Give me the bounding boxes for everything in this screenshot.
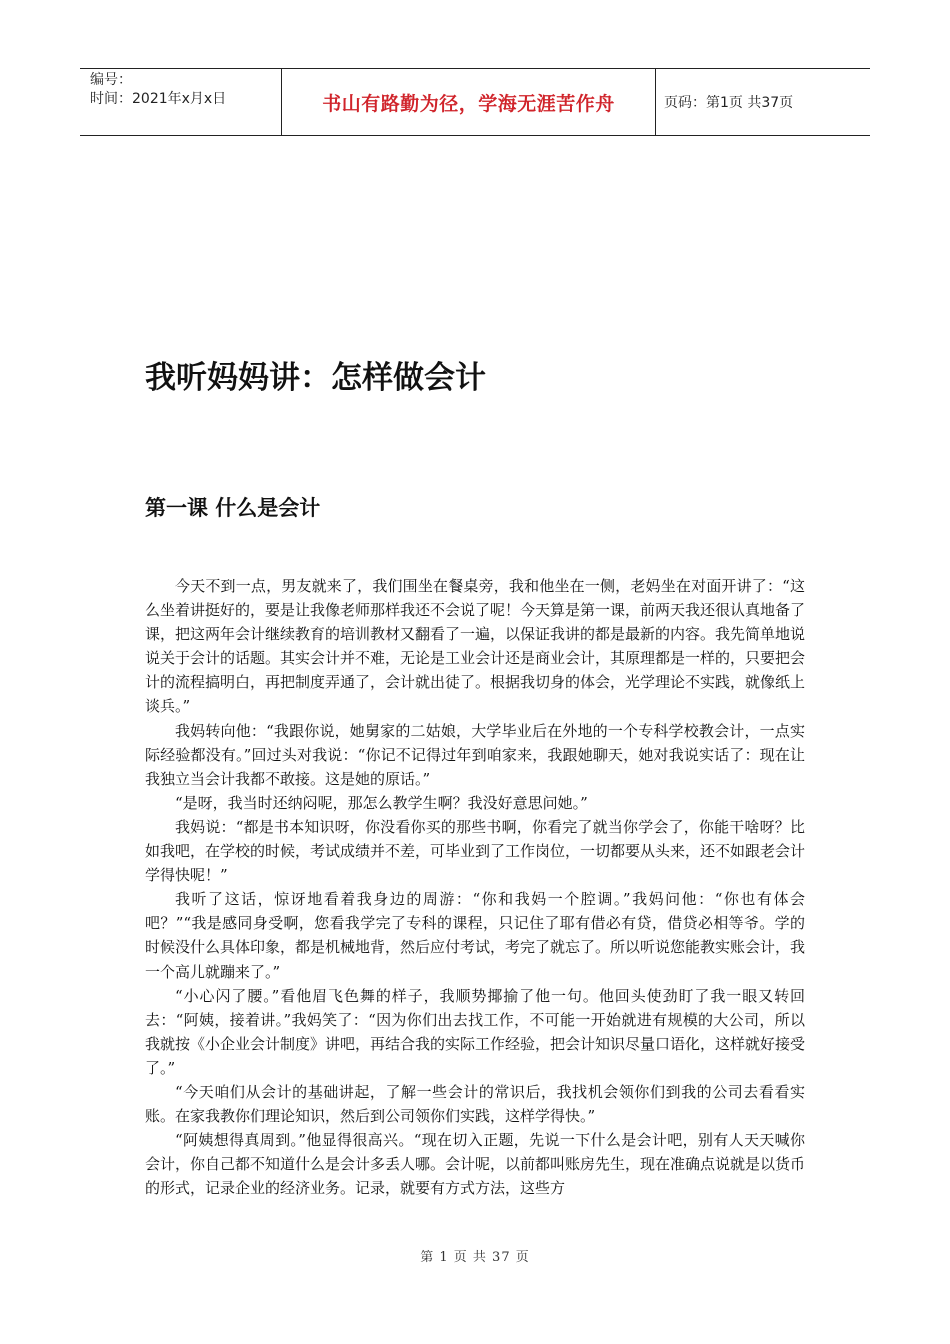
paragraph: 我听了这话，惊讶地看着我身边的周游：“你和我妈一个腔调。”我妈问他：“你也有体会吧？”“我是感同身受啊，您看我学完了专科的课程，只记住了耶有借必有贷，借贷必相等爷。学的时候没什么具体印象，都是机械地背，然后应付考试，考完了就忘了。所以听说您能教实账会计，我一个高儿就蹦来了。”: [145, 890, 806, 981]
page-footer: 第 1 页 共 37 页: [420, 1250, 530, 1265]
header-number-label: 编号：: [90, 72, 132, 88]
paragraph: “阿姨想得真周到。”他显得很高兴。“现在切入正题，先说一下什么是会计吧，别有人天天喊你会计，你自己都不知道什么是会计多丢人哪。会计呢，以前都叫账房先生，现在准确点说就是以货币的形式，记录企业的经济业务。记录，就要有方式方法，这些方: [145, 1131, 806, 1198]
header-meta-cell: [80, 69, 282, 135]
paragraph: “小心闪了腰。”看他眉飞色舞的样子，我顺势揶揄了他一句。他回头使劲盯了我一眼又转回去：“阿姨，接着讲。”我妈笑了：“因为你们出去找工作，不可能一开始就进有规模的大公司，所以我就按《小企业会计制度》讲吧，再结合我的实际工作经验，把会计知识尽量口语化，这样就好接受了。”: [145, 986, 806, 1077]
paragraph: “是呀，我当时还纳闷呢，那怎么教学生啊？我没好意思问她。”: [175, 793, 588, 812]
paragraph: 今天不到一点，男友就来了，我们围坐在餐桌旁，我和他坐在一侧，老妈坐在对面开讲了：“这么坐着讲挺好的，要是让我像老师那样我还不会说了呢！今天算是第一课，前两天我还很认真地备了课，把这两年会计继续教育的培训教材又翻看了一遍，以保证我讲的都是最新的内容。我先简单地说说关于会计的话题。其实会计并不难，无论是工业会计还是商业会计，其原理都是一样的，只要把会计的流程搞明白，再把制度弄通了，会计就出徒了。根据我切身的体会，光学理论不实践，就像纸上谈兵。”: [145, 577, 806, 716]
paragraph: “今天咱们从会计的基础讲起，了解一些会计的常识后，我找机会领你们到我的公司去看看实账。在家我教你们理论知识，然后到公司领你们实践，这样学得快。”: [145, 1082, 805, 1126]
document-title: 我听妈妈讲：怎样做会计: [145, 360, 486, 396]
header-page-info: 页码：第1页 共37页: [664, 95, 794, 111]
document-body: [145, 574, 805, 1200]
paragraph: 我妈说：“都是书本知识呀，你没看你买的那些书啊，你看完了就当你学会了，你能干啥呀？比如我吧，在学校的时候，考试成绩并不差，可毕业到了工作岗位，一切都要从头来，还不如跟老会计学得快呢！”: [145, 817, 806, 885]
document-header: [80, 68, 870, 136]
header-date-label: 时间：2021年x月x日: [90, 91, 227, 107]
paragraph: 我妈转向他：“我跟你说，她舅家的二姑娘，大学毕业后在外地的一个专科学校教会计，一点实际经验都没有。”回过头对我说：“你记不记得过年到咱家来，我跟她聊天，她对我说实话了：现在让我独立当会计我都不敢接。这是她的原话。”: [145, 721, 805, 788]
header-motto: 书山有路勤为径，学海无涯苦作舟: [282, 69, 656, 135]
lesson-title: 第一课 什么是会计: [145, 496, 321, 520]
